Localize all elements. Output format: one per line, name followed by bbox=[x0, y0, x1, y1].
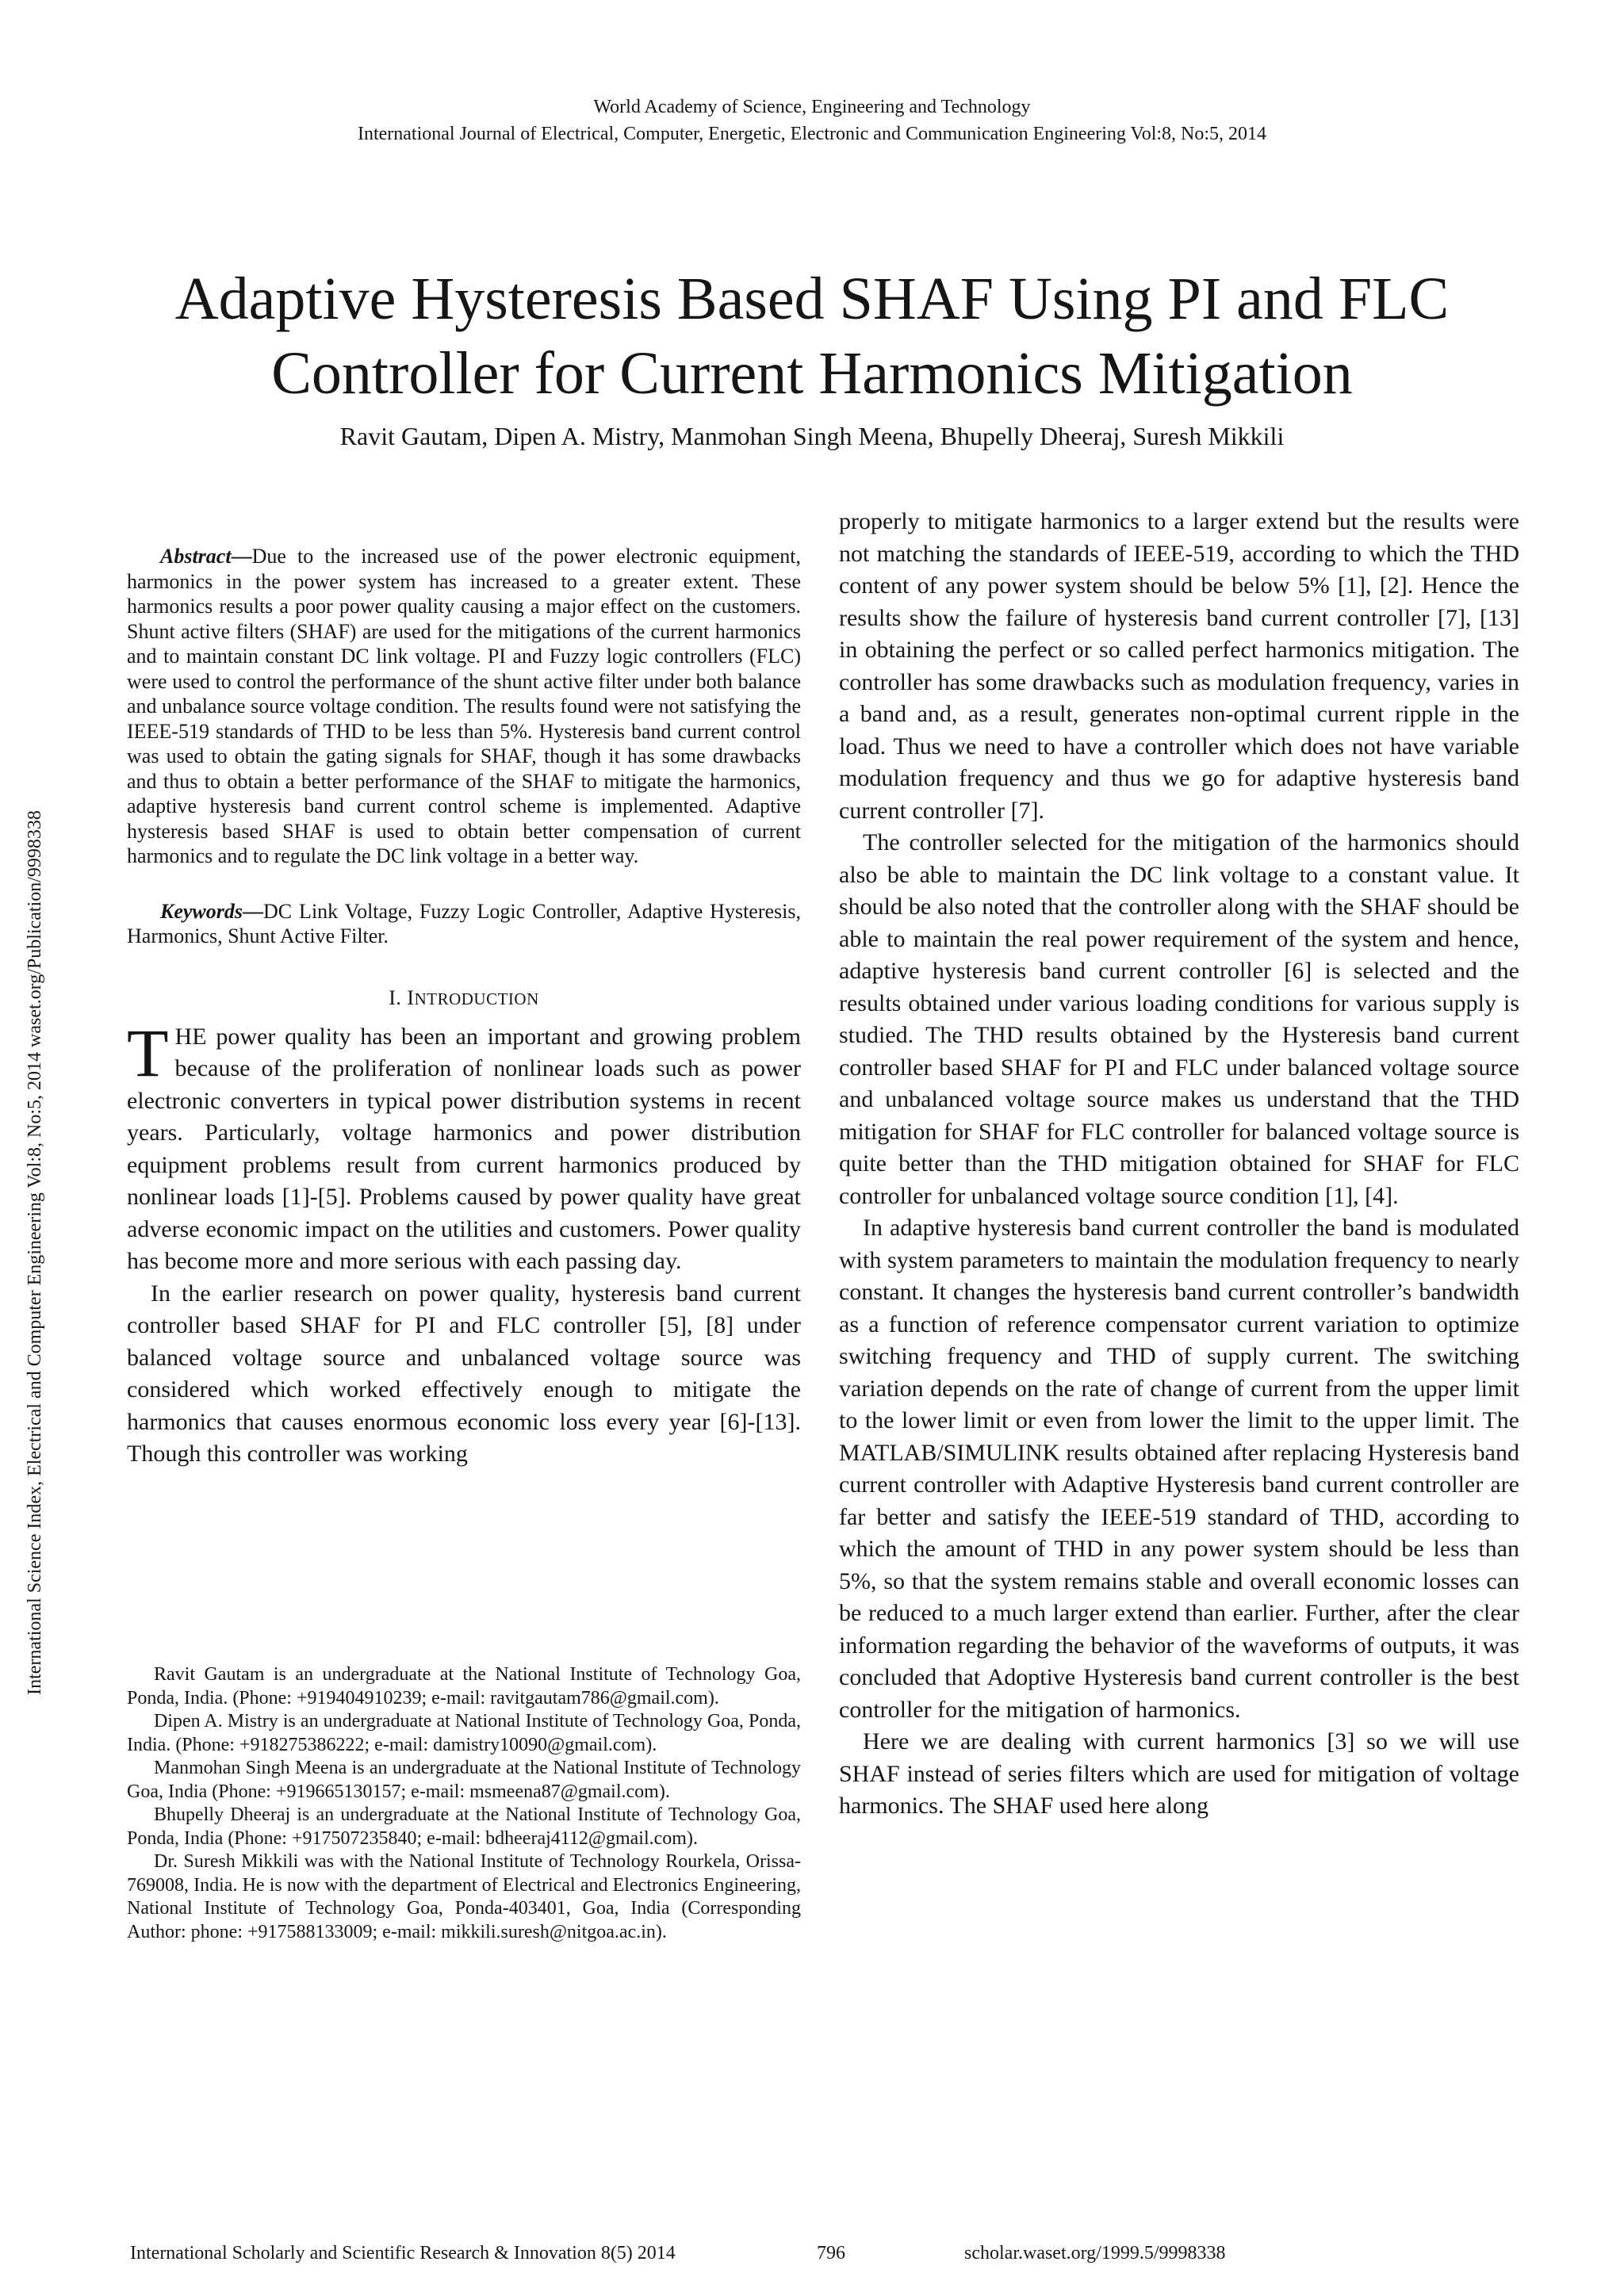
author-list: Ravit Gautam, Dipen A. Mistry, Manmohan Singh Meena, Bhupelly Dheeraj, Suresh Mikkili bbox=[339, 422, 1285, 450]
right-column bbox=[839, 506, 1519, 1823]
body-paragraph-adaptive: In adaptive hysteresis band current controller the band is modulated with system parameters to maintain the modulation frequency to nearly constant. It changes the hysteresis band current controller’s bandwidth as a function of reference compensator current variation to optimize switching frequency and THD of supply current. The switching variation depends on the rate of change of current from the upper limit to the lower limit or even from lower the limit to the upper limit. The MATLAB/SIMULINK results obtained after replacing Hysteresis band current controller with Adaptive Hysteresis band current controller are far better and satisfy the IEEE-519 standard of THD, according to which the amount of THD in any power system should be less than 5%, so that the system remains stable and overall economic losses can be reduced to a much larger extend than earlier. Further, after the clear information regarding the behavior of the waveforms of outputs, it was concluded that Adoptive Hysteresis band current controller is the best controller for the mitigation of harmonics. bbox=[839, 1215, 1519, 1723]
abstract-dash: — bbox=[231, 545, 252, 568]
abstract-label: Abstract bbox=[160, 545, 232, 568]
body-paragraph-controller: The controller selected for the mitigation of the harmonics should also be able to maintain the DC link voltage to a constant value. It should be also noted that the controller along with the SHAF should be able to maintain the real power requirement of the system and hence, adaptive hysteresis band current controller [6] is selected and the results obtained under various loading conditions for various supply is studied. The THD results obtained by the Hysteresis band current controller based SHAF for PI and FLC under balanced voltage source and unbalanced voltage source makes us understand that the THD mitigation for SHAF for FLC controller for balanced voltage source is quite better than the THD mitigation obtained for SHAF for FLC controller for unbalanced voltage source condition [1], [4]. bbox=[839, 829, 1519, 1209]
body-paragraph-continued: properly to mitigate harmonics to a larger extend but the results were not matching the standards of IEEE-519, according to which the THD content of any power system should be below 5% [1], [2]. Hence the results show the failure of hysteresis band current controller [7], [13] in obtaining the perfect or so called perfect harmonics mitigation. The controller has some drawbacks such as modulation frequency, varies in a band and, as a result, generates non-optimal current ripple in the load. Thus we need to have a controller which does not have variable modulation frequency and thus we go for adaptive hysteresis band current controller [7]. bbox=[839, 508, 1519, 824]
keywords-label: Keywords bbox=[160, 899, 243, 923]
footnote-5: Dr. Suresh Mikkili was with the National Institute of Technology Rourkela, Orissa-769008, India. He is now with the department of Electrical and Electronics Engineering, National Institute of Technology Goa, Ponda-403401, Goa, India (Corresponding Author: phone: +917588133009; e-mail: mikkili.suresh@nitgoa.ac.in). bbox=[127, 1851, 801, 1942]
footer-url: scholar.waset.org/1999.5/9998338 bbox=[964, 2243, 1226, 2263]
journal-header-publisher: World Academy of Science, Engineering and Technology bbox=[593, 97, 1031, 117]
footnote-1: Ravit Gautam is an undergraduate at the National Institute of Technology Goa, Ponda, India. (Phone: +919404910239; e-mail: ravitgautam786@gmail.com). bbox=[127, 1664, 801, 1709]
author-footnotes bbox=[127, 1663, 801, 1944]
abstract bbox=[127, 544, 801, 869]
index-sidebar: International Science Index, Electrical and Computer Engineering Vol:8, No:5, 2014 waset.org/Publication/9998338 bbox=[25, 810, 45, 1695]
journal-header-title: International Journal of Electrical, Computer, Energetic, Electronic and Communication Engineering Vol:8, No:5, 2014 bbox=[357, 124, 1267, 144]
keywords-dash: — bbox=[243, 899, 263, 923]
drop-cap: T bbox=[127, 1014, 169, 1091]
intro-paragraph-2: In the earlier research on power quality, hysteresis band current controller based SHAF for PI and FLC controller [5], [8] under balanced voltage source and unbalanced voltage source was considered which worked effectively enough to mitigate the harmonics that causes enormous economic loss every year [6]-[13]. Though this controller was working bbox=[127, 1280, 801, 1467]
intro-paragraph-1: THE power quality has been an important and growing problem because of the proliferation of nonlinear loads such as power electronic converters in typical power distribution systems in recent years. Particularly, voltage harmonics and power distribution equipment problems result from current harmonics produced by nonlinear loads [1]-[5]. Problems caused by power quality have great adverse economic impact on the utilities and customers. Power quality has become more and more serious with each passing day. bbox=[127, 1014, 801, 1274]
keywords bbox=[127, 899, 801, 949]
page-number: 796 bbox=[817, 2243, 845, 2263]
page-footer bbox=[0, 2237, 1624, 2269]
left-column bbox=[127, 544, 801, 1471]
paper-title-line-1: Adaptive Hysteresis Based SHAF Using PI and FLC bbox=[174, 266, 1450, 332]
body-paragraph-shaf: Here we are dealing with current harmonics [3] so we will use SHAF instead of series filters which are used for mitigation of voltage harmonics. The SHAF used here along bbox=[839, 1728, 1519, 1819]
section-heading-introduction: I. INTRODUCTION bbox=[389, 985, 539, 1009]
keywords-text: DC Link Voltage, Fuzzy Logic Controller, Adaptive Hysteresis, Harmonics, Shunt Active Filter. bbox=[127, 899, 801, 947]
footnote-3: Manmohan Singh Meena is an undergraduate at the National Institute of Technology Goa, India (Phone: +919665130157; e-mail: msmeena87@gmail.com). bbox=[127, 1758, 801, 1802]
footnote-2: Dipen A. Mistry is an undergraduate at National Institute of Technology Goa, Ponda, India. (Phone: +918275386222; e-mail: damistry10090@gmail.com). bbox=[127, 1711, 801, 1755]
footnote-4: Bhupelly Dheeraj is an undergraduate at the National Institute of Technology Goa, Ponda, India (Phone: +917507235840; e-mail: bdheeraj4112@gmail.com). bbox=[127, 1804, 801, 1849]
paper-title-line-2: Controller for Current Harmonics Mitigation bbox=[271, 340, 1353, 407]
footer-publisher: International Scholarly and Scientific Research & Innovation 8(5) 2014 bbox=[130, 2243, 676, 2263]
abstract-text: Due to the increased use of the power electronic equipment, harmonics in the power system has increased to a greater extent. These harmonics results a poor power quality causing a major effect on the customers. Shunt active filters (SHAF) are used for the mitigations of the current harmonics and to maintain constant DC link voltage. PI and Fuzzy logic controllers (FLC) were used to control the performance of the shunt active filter under both balance and unbalance source voltage condition. The results found were not satisfying the IEEE-519 standards of THD to be less than 5%. Hysteresis band current control was used to obtain the gating signals for SHAF, though it has some drawbacks and thus to obtain a better performance of the SHAF to mitigate the harmonics, adaptive hysteresis band current control scheme is implemented. Adaptive hysteresis based SHAF is used to obtain better compensation of current harmonics and to regulate the DC link voltage in a better way. bbox=[127, 545, 801, 867]
